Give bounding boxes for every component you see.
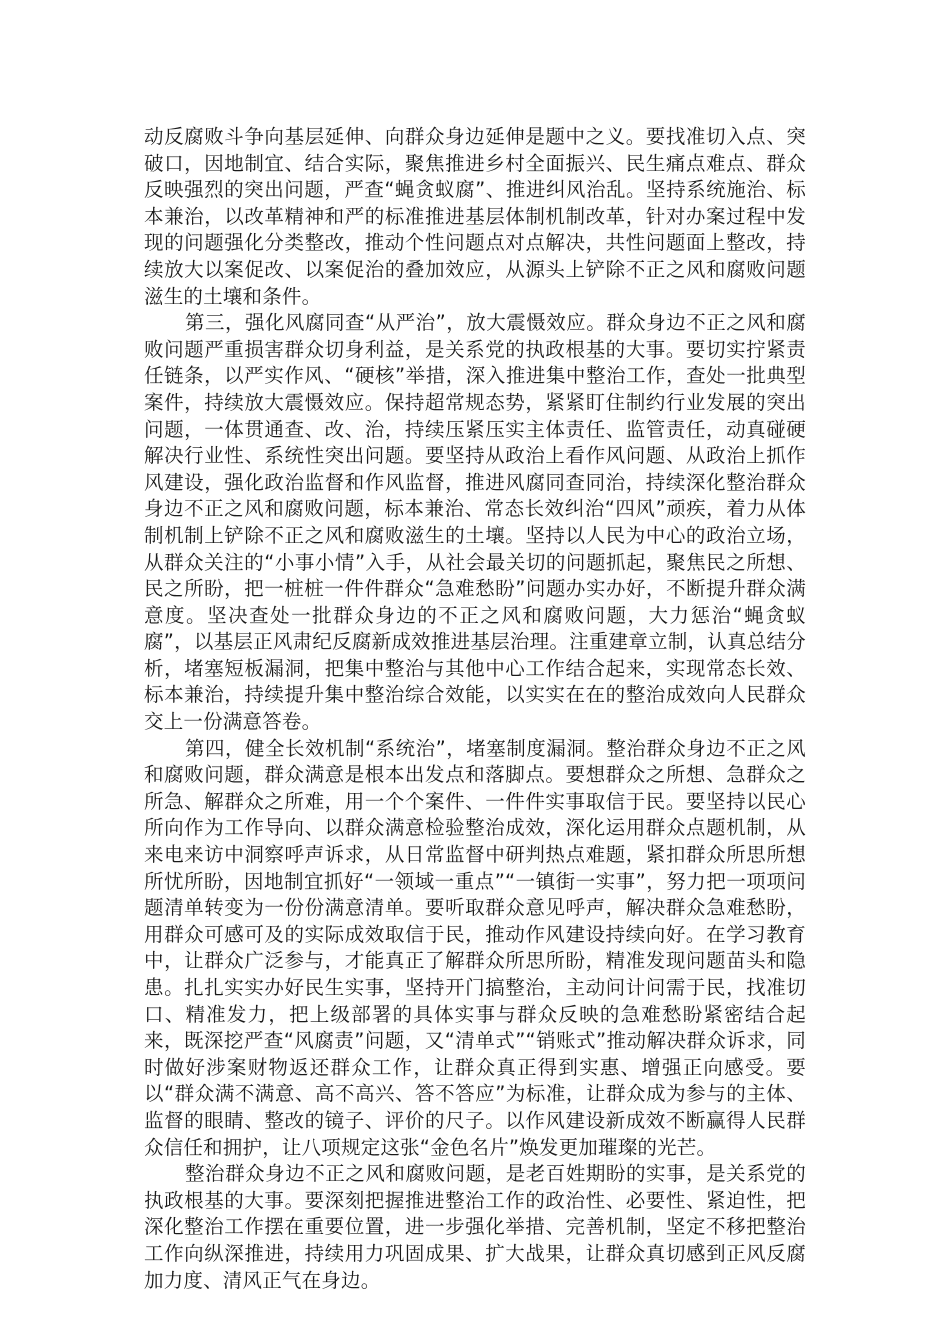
paragraph-conclusion: 整治群众身边不正之风和腐败问题，是老百姓期盼的实事，是关系党的执政根基的大事。要深刻把握推进整治工作的政治性、必要性、紧迫性，把深化整治工作摆在重要位置，进一步强化举措、完善机制，坚定不移把整治工作向纵深推进，持续用力巩固成果、扩大战果，让群众真切感到正风反腐加力度、清风正气在身边。 <box>144 1162 806 1292</box>
paragraph-third-point: 第三，强化风腐同查“从严治”，放大震慑效应。群众身边不正之风和腐败问题严重损害群众切身利益，是关系党的执政根基的大事。要切实拧紧责任链条，以严实作风、“硬核”举措，深入推进集中整治工作，查处一批典型案件，持续放大震慑效应。保持超常规态势，紧紧盯住制约行业发展的突出问题，一体贯通查、改、治，持续压紧压实主体责任、监管责任，动真碰硬解决行业性、系统性突出问题。要坚持从政治上看作风问题、从政治上抓作风建设，强化政治监督和作风监督，推进风腐同查同治，持续深化整治群众身边不正之风和腐败问题，标本兼治、常态长效纠治“四风”顽疾，着力从体制机制上铲除不正之风和腐败滋生的土壤。坚持以人民为中心的政治立场，从群众关注的“小事小情”入手，从社会最关切的问题抓起，聚焦民之所想、民之所盼，把一桩桩一件件群众“急难愁盼”问题办实办好，不断提升群众满意度。坚决查处一批群众身边的不正之风和腐败问题，大力惩治“蝇贪蚁腐”，以基层正风肃纪反腐新成效推进基层治理。注重建章立制，认真总结分析，堵塞短板漏洞，把集中整治与其他中心工作结合起来，实现常态长效、标本兼治，持续提升集中整治综合效能，以实实在在的整治成效向人民群众交上一份满意答卷。 <box>144 311 806 734</box>
document-body <box>144 124 806 1294</box>
paragraph-continuation: 动反腐败斗争向基层延伸、向群众身边延伸是题中之义。要找准切入点、突破口，因地制宜、结合实际，聚焦推进乡村全面振兴、民生痛点难点、群众反映强烈的突出问题，严查“蝇贪蚁腐”、推进纠风治乱。坚持系统施治、标本兼治，以改革精神和严的标准推进基层体制机制改革，针对办案过程中发现的问题强化分类整改，推动个性问题点对点解决，共性问题面上整改，持续放大以案促改、以案促治的叠加效应，从源头上铲除不正之风和腐败问题滋生的土壤和条件。 <box>144 125 806 308</box>
paragraph-fourth-point: 第四，健全长效机制“系统治”，堵塞制度漏洞。整治群众身边不正之风和腐败问题，群众满意是根本出发点和落脚点。要想群众之所想、急群众之所急、解群众之所难，用一个个案件、一件件实事取信于民。要坚持以民心所向作为工作导向、以群众满意检验整治成效，深化运用群众点题机制，从来电来访中洞察呼声诉求，从日常监督中研判热点难题，紧扣群众所思所想所忧所盼，因地制宜抓好“一领域一重点”“一镇街一实事”，努力把一项项问题清单转变为一份份满意清单。要听取群众意见呼声，解决群众急难愁盼，用群众可感可及的实际成效取信于民，推动作风建设持续向好。在学习教育中，让群众广泛参与，才能真正了解群众所思所盼，精准发现问题苗头和隐患。扎扎实实办好民生实事，坚持开门搞整治，主动问计问需于民，找准切口、精准发力，把上级部署的具体实事与群众反映的急难愁盼紧密结合起来，既深挖严查“风腐责”问题，又“清单式”“销账式”推动解决群众诉求，同时做好涉案财物返还群众工作，让群众真正得到实惠、增强正向感受。要以“群众满不满意、高不高兴、答不答应”为标准，让群众成为参与的主体、监督的眼睛、整改的镜子、评价的尺子。以作风建设新成效不断赢得人民群众信任和拥护，让八项规定这张“金色名片”焕发更加璀璨的光芒。 <box>144 736 806 1159</box>
